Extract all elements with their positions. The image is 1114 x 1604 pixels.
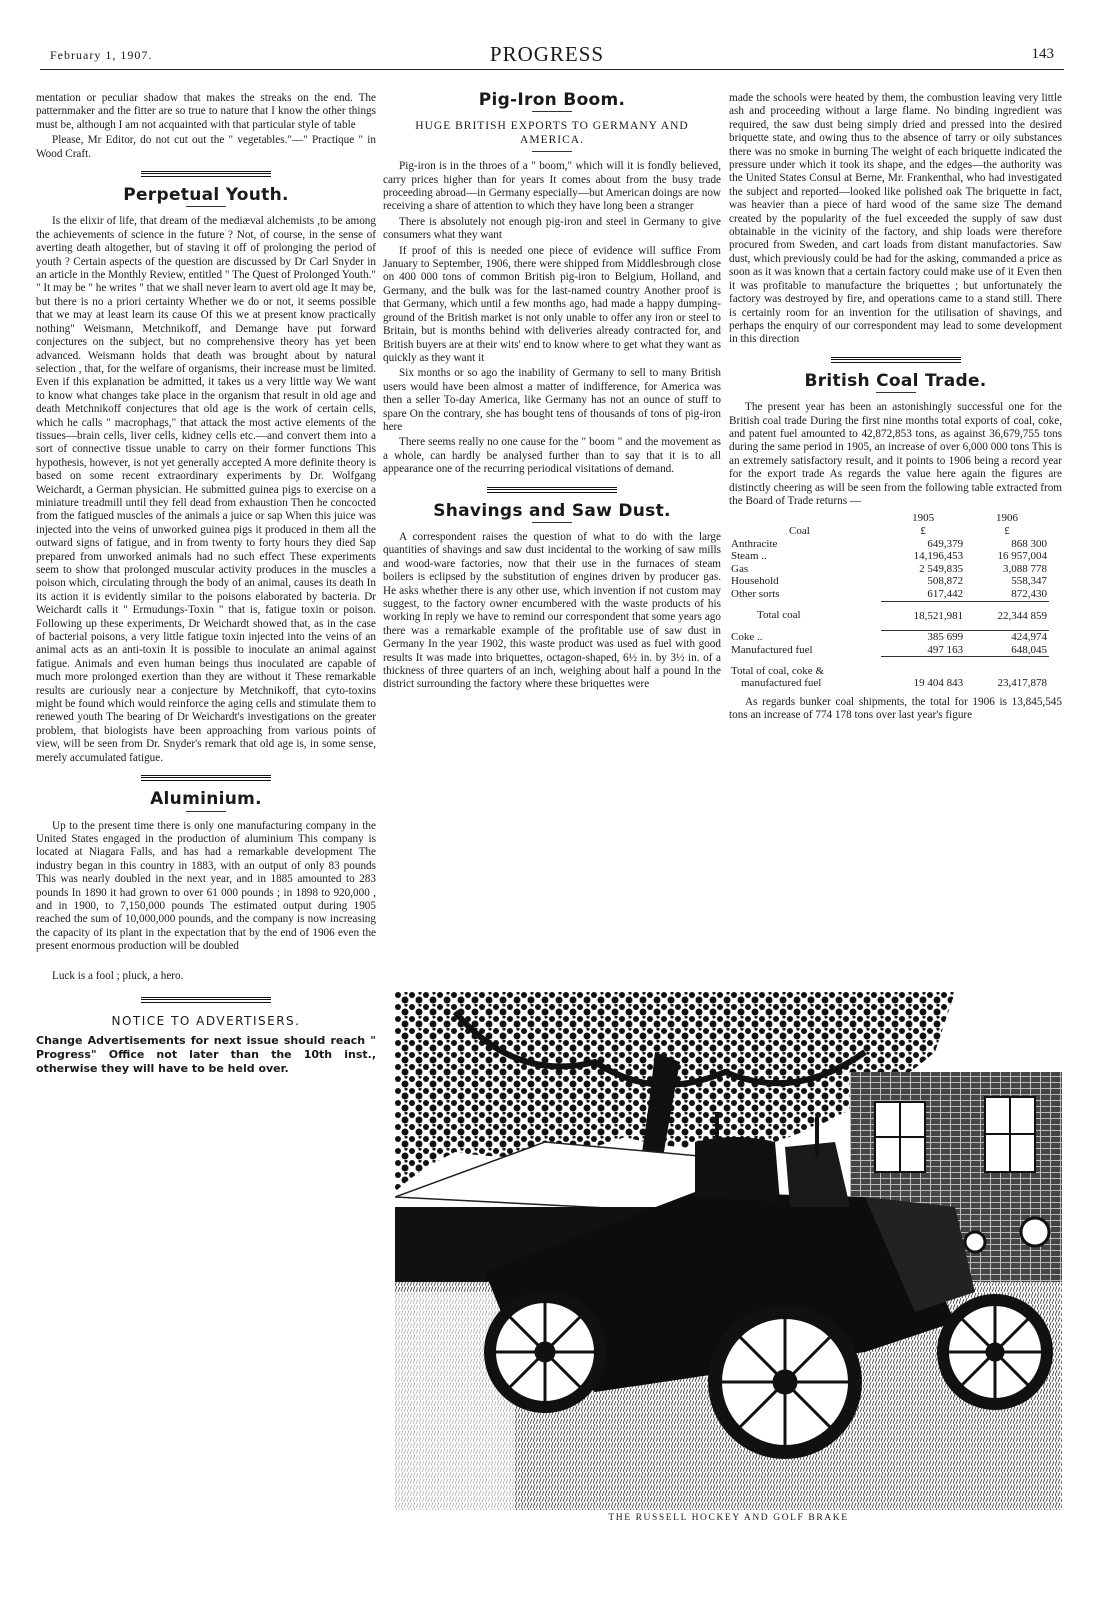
- year-header: 1906: [996, 512, 1019, 525]
- title-rule: [186, 206, 226, 207]
- article-body-aluminium: Up to the present time there is only one manufacturing company in the United States engaged in the production of aluminium This company is located at Niagara Falls, and has had a remarkable development The industry began in this country in 1883, with an output of only 83 pounds This was nearly doubled in the next year, and in 1885 amounted to 283 pounds In 1890 it had grown to over 61 000 pounds ; in 1898 to 920,000 , and in 1900, to 7,150,000 pounds The estimated output during 1905 reached the sum of 10,000,000 pounds, and the company is now increasing the capacity of its plant in the expectation that by the end of 1906 even the present enormous production will be doubled: [36, 819, 376, 953]
- table-row-total: Total coal 18,521,981 22,344 859: [729, 601, 1049, 631]
- column-3: [729, 92, 1062, 725]
- coal-outro: As regards bunker coal shipments, the total for 1906 is 13,845,545 tons an increase of 774 178 tons over last year's figure: [729, 696, 1062, 722]
- article-subtitle-pig-iron: HUGE BRITISH EXPORTS TO GERMANY AND AMERICA.: [415, 120, 689, 146]
- title-rule: [532, 151, 572, 152]
- coal-label: Coal: [789, 524, 810, 537]
- notice-title: NOTICE TO ADVERTISERS.: [111, 1013, 301, 1028]
- column-1: [36, 92, 376, 1076]
- title-rule: [532, 522, 572, 523]
- pig-iron-paragraph: If proof of this is needed one piece of evidence will suffice From January to September, 1906, there were shipped from Middlesbrough close on 400 000 tons of common British pig-iron to Belgium, Holland, and Germany, and the bulk was for the last-named country Another proof is that Germany, which until a few months ago, had made a happy dumping-ground of the British market is not only unable to offer any iron or steel to Britain, but is months behind with deliveries already contracted for, and British buyers are at their wits' end to know where to get what they want as quickly as they want it: [383, 244, 721, 364]
- article-body-youth: Is the elixir of life, that dream of the mediæval alchemists ,to be among the achievements of science in the future ? Not, of course, in the sense of averting death altogether, but of staving it off of prolonging the period of youth ? Certain aspects of the question are discussed by Dr Carl Snyder in an article in the Monthly Review, entitled " The Quest of Prolonged Youth." " It may be " he writes " that we shall never learn to avert old age It may be, but there is no a priori certainty Whether we do or not, it seems possible that we may at least learn its cause Of this we at present know practically nothing" Weismann, Metchnikoff, and Demange have put forward conjectures on the subject, but no comprehensive theory has yet been advanced. Weismann holds that death was brought about by natural selection , that, for the welfare of organisms, their increase must be limited. Even if this explanation be admitted, it takes us a very little way We want to know what changes take place in the organism that result in old age and death Metchnikoff conjectures that old age is the work of certain cells, which he calls " macrophags," that attack the most active elements of the tissues—brain cells, liver cells, kidney cells etc.—and convert them into a sort of connective tissue unable to carry on their former functions This hypothesis, however, is not yet generally accepted A more definite theory is based on some recent extraordinary experiments by Dr. Wolfgang Weichardt, a German physician. He submitted guinea pigs to exercise on a miniature treadmill until they fell dead from exhaustion Then he concocted from the fatigued muscles of the animals a juice or sap When this juice was injected into the veins of unworked guinea pigs it produced in them all the outward signs of fatigue, and in from twenty to forty hours they died Sap prepared from unworked animals had no such effect These experiments seem to show that prolonged muscular activity produces in the muscles a poison which, circulating through the body of an animal, causes its death In its action it is evidently similar to the poisons elaborated by bacteria. Dr Weichardt calls it " Ermudungs-Toxin " that is, fatigue toxin or poison. Following up these experiments, Dr Weichardt showed that, as in the case of bacterial poisons, a very little fatigue toxin injected into the veins of an animal acts as an anti-toxin It is possible to inoculate an animal against fatigue. Animals and even human beings thus inoculated are capable of much more prolonged exertion than they are without it These remarkable results are curiously near a conjecture by Metchnikoff, that cyto-toxins might be found which would reinforce the aging cells and stimulate them to renewed youth The bearing of Dr Weichardt's investigations on the greater problem, that biologists have been approaching from various points of view, will be seen from Dr. Snyder's remark that old age is, in some sense, merely accumulated fatigue.: [36, 215, 376, 764]
- section-rule: [487, 487, 617, 493]
- issue-date: February 1, 1907.: [50, 48, 153, 62]
- coal-intro: The present year has been an astonishingly successful one for the British coal trade During the first nine months total exports of coal, coke, and patent fuel amounted to 42,872,853 tons, as against 36,679,755 tons during the same period in 1905, an increase of over 6,000 000 tons This is an extremely satisfactory result, and it points to 1906 being a record year for the export trade As regards the value here again the figures are distinctly cheering as will be seen from the following table extracted from the Board of Trade returns —: [729, 401, 1062, 507]
- photo-caption: THE RUSSELL HOCKEY AND GOLF BRAKE: [608, 1513, 849, 1523]
- table-row-grand-total: Total of coal, coke & manufactured fuel 19 404 843 23,417,878: [729, 657, 1049, 690]
- pig-iron-paragraph: Pig-iron is in the throes of a " boom," which will it is fondly believed, carry prices higher than for years It comes about from the busy trade proceeding abroad—in Germany especially—but American doings are now receiving a share of attention to which they have long been a stranger: [383, 160, 721, 213]
- page-header: [40, 44, 1054, 66]
- pig-iron-paragraph: Six months or so ago the inability of Germany to sell to many British users would have been almost a matter of indifference, for America was then a seller To-day America, like Germany has not an ounce of stuff to spare On the contrary, she has bought tens of thousands of tons of pig-iron here: [383, 367, 721, 433]
- table-row: Household 508,872 558,347: [731, 575, 1047, 588]
- notice-body: Change Advertisements for next issue should reach " Progress" Office not later than the 10th inst., otherwise they will have to be held over.: [36, 1034, 376, 1076]
- table-row: Other sorts 617,442 872,430: [731, 587, 1047, 600]
- table-row: Anthracite 649,379 868 300: [731, 537, 1047, 550]
- table-row: Gas 2 549,835 3,088 778: [731, 562, 1047, 575]
- article-title-shavings: Shavings and Saw Dust.: [433, 500, 671, 521]
- continued-signoff: Please, Mr Editor, do not cut out the " vegetables."—" Practique " in Wood Craft.: [36, 134, 376, 160]
- section-rule: [831, 357, 961, 363]
- title-rule: [186, 811, 226, 812]
- column-2: [383, 92, 721, 694]
- car-photograph-image: [395, 992, 1062, 1510]
- table-row: Manufactured fuel 497 163 648,045: [731, 643, 1047, 656]
- article-title-coal: British Coal Trade.: [804, 370, 987, 391]
- article-title-youth: Perpetual Youth.: [123, 185, 289, 206]
- article-title-aluminium: Aluminium.: [150, 789, 262, 810]
- article-body-shavings: A correspondent raises the question of what to do with the large quantities of shavings and saw dust incidental to the working of saw mills and wood-ware factories, now that their use in the furnaces of steam boilers is eclipsed by the substitution of engines driven by producer gas. He asks whether there is any other use, which invention if not custom may suggest, to the factory owner encumbered with the waste products of his working In reply we have to remind our correspondent that some years ago there was a remarkable example of the profitable use of saw dust in Germany In the year 1902, this waste product was used as fuel with good results It was made into briquettes, octagon-shaped, 6½ in. by 3½ in. of a thickness of three quarters of an inch, weighing about half a pound In the district surrounding the factory where these briquettes were: [383, 530, 721, 691]
- currency-mark: £: [920, 524, 926, 537]
- article-title-pig-iron: Pig-Iron Boom.: [478, 90, 626, 110]
- table-row: Steam .. 14,196,453 16 957,004: [731, 550, 1047, 563]
- coal-table: [729, 512, 1049, 690]
- table-row: Coke .. 385 699 424,974: [731, 630, 1047, 644]
- pig-iron-paragraph: There is absolutely not enough pig-iron and steel in Germany to give consumers what they want: [383, 215, 721, 242]
- continued-text: mentation or peculiar shadow that makes the streaks on the end. The patternmaker and the fitter are so true to nature that I know the other things must be, although I am not acquainted with that particular style of table: [36, 92, 376, 131]
- car-photograph: [395, 992, 1062, 1510]
- maxim: Luck is a fool ; pluck, a hero.: [52, 969, 184, 982]
- section-rule: [141, 775, 271, 781]
- currency-mark: £: [1004, 524, 1010, 537]
- page-number: 143: [1031, 46, 1054, 62]
- section-rule: [141, 171, 271, 177]
- header-rule: [40, 69, 1064, 70]
- title-rule: [876, 392, 916, 393]
- pig-iron-paragraph: There seems really no one cause for the " boom " and the movement as a whole, can hardly be analysed further than to say that it is to all appearance one of the recurring periodical visitations of demand.: [383, 436, 721, 476]
- masthead: PROGRESS: [489, 42, 605, 66]
- shavings-continued: made the schools were heated by them, the combustion leaving very little ash and proceeding without a large flame. No binding ingredient was required, the saw dust being simply dried and pressed into the desired briquette state, and owing thus to the absence of tarry or oily substances there was no smoke in burning The weight of each briquette indicated the pressure under which it took its shape, and the edges—the authority was the United States Consul at Berne, Mr. Frankenthal, who had investigated the subject and reported—looked like polished oak The briquette in fact, was heavier than a piece of hard wood of the same size The demand created by the popularity of the fuel exceeded the supply of saw dust obtainable in the vicinity of the factory, and ship loads were therefore procured from Sweden, and cart loads from distant manufactories. Saw dust, which previously could be had for the asking, commanded a price as soon as it was known that a certain factory could make use of it Even then it was profitable to manufacture the briquettes ; but unfortunately the factory was destroyed by fire, and operations came to a stand still. There is certainly room for an invention for the utilisation of shavings, and perhaps the enquiry of our correspondent may lead to some development in this direction: [729, 92, 1062, 346]
- year-header: 1905: [912, 512, 935, 525]
- section-rule: [141, 997, 271, 1003]
- title-rule: [532, 111, 572, 112]
